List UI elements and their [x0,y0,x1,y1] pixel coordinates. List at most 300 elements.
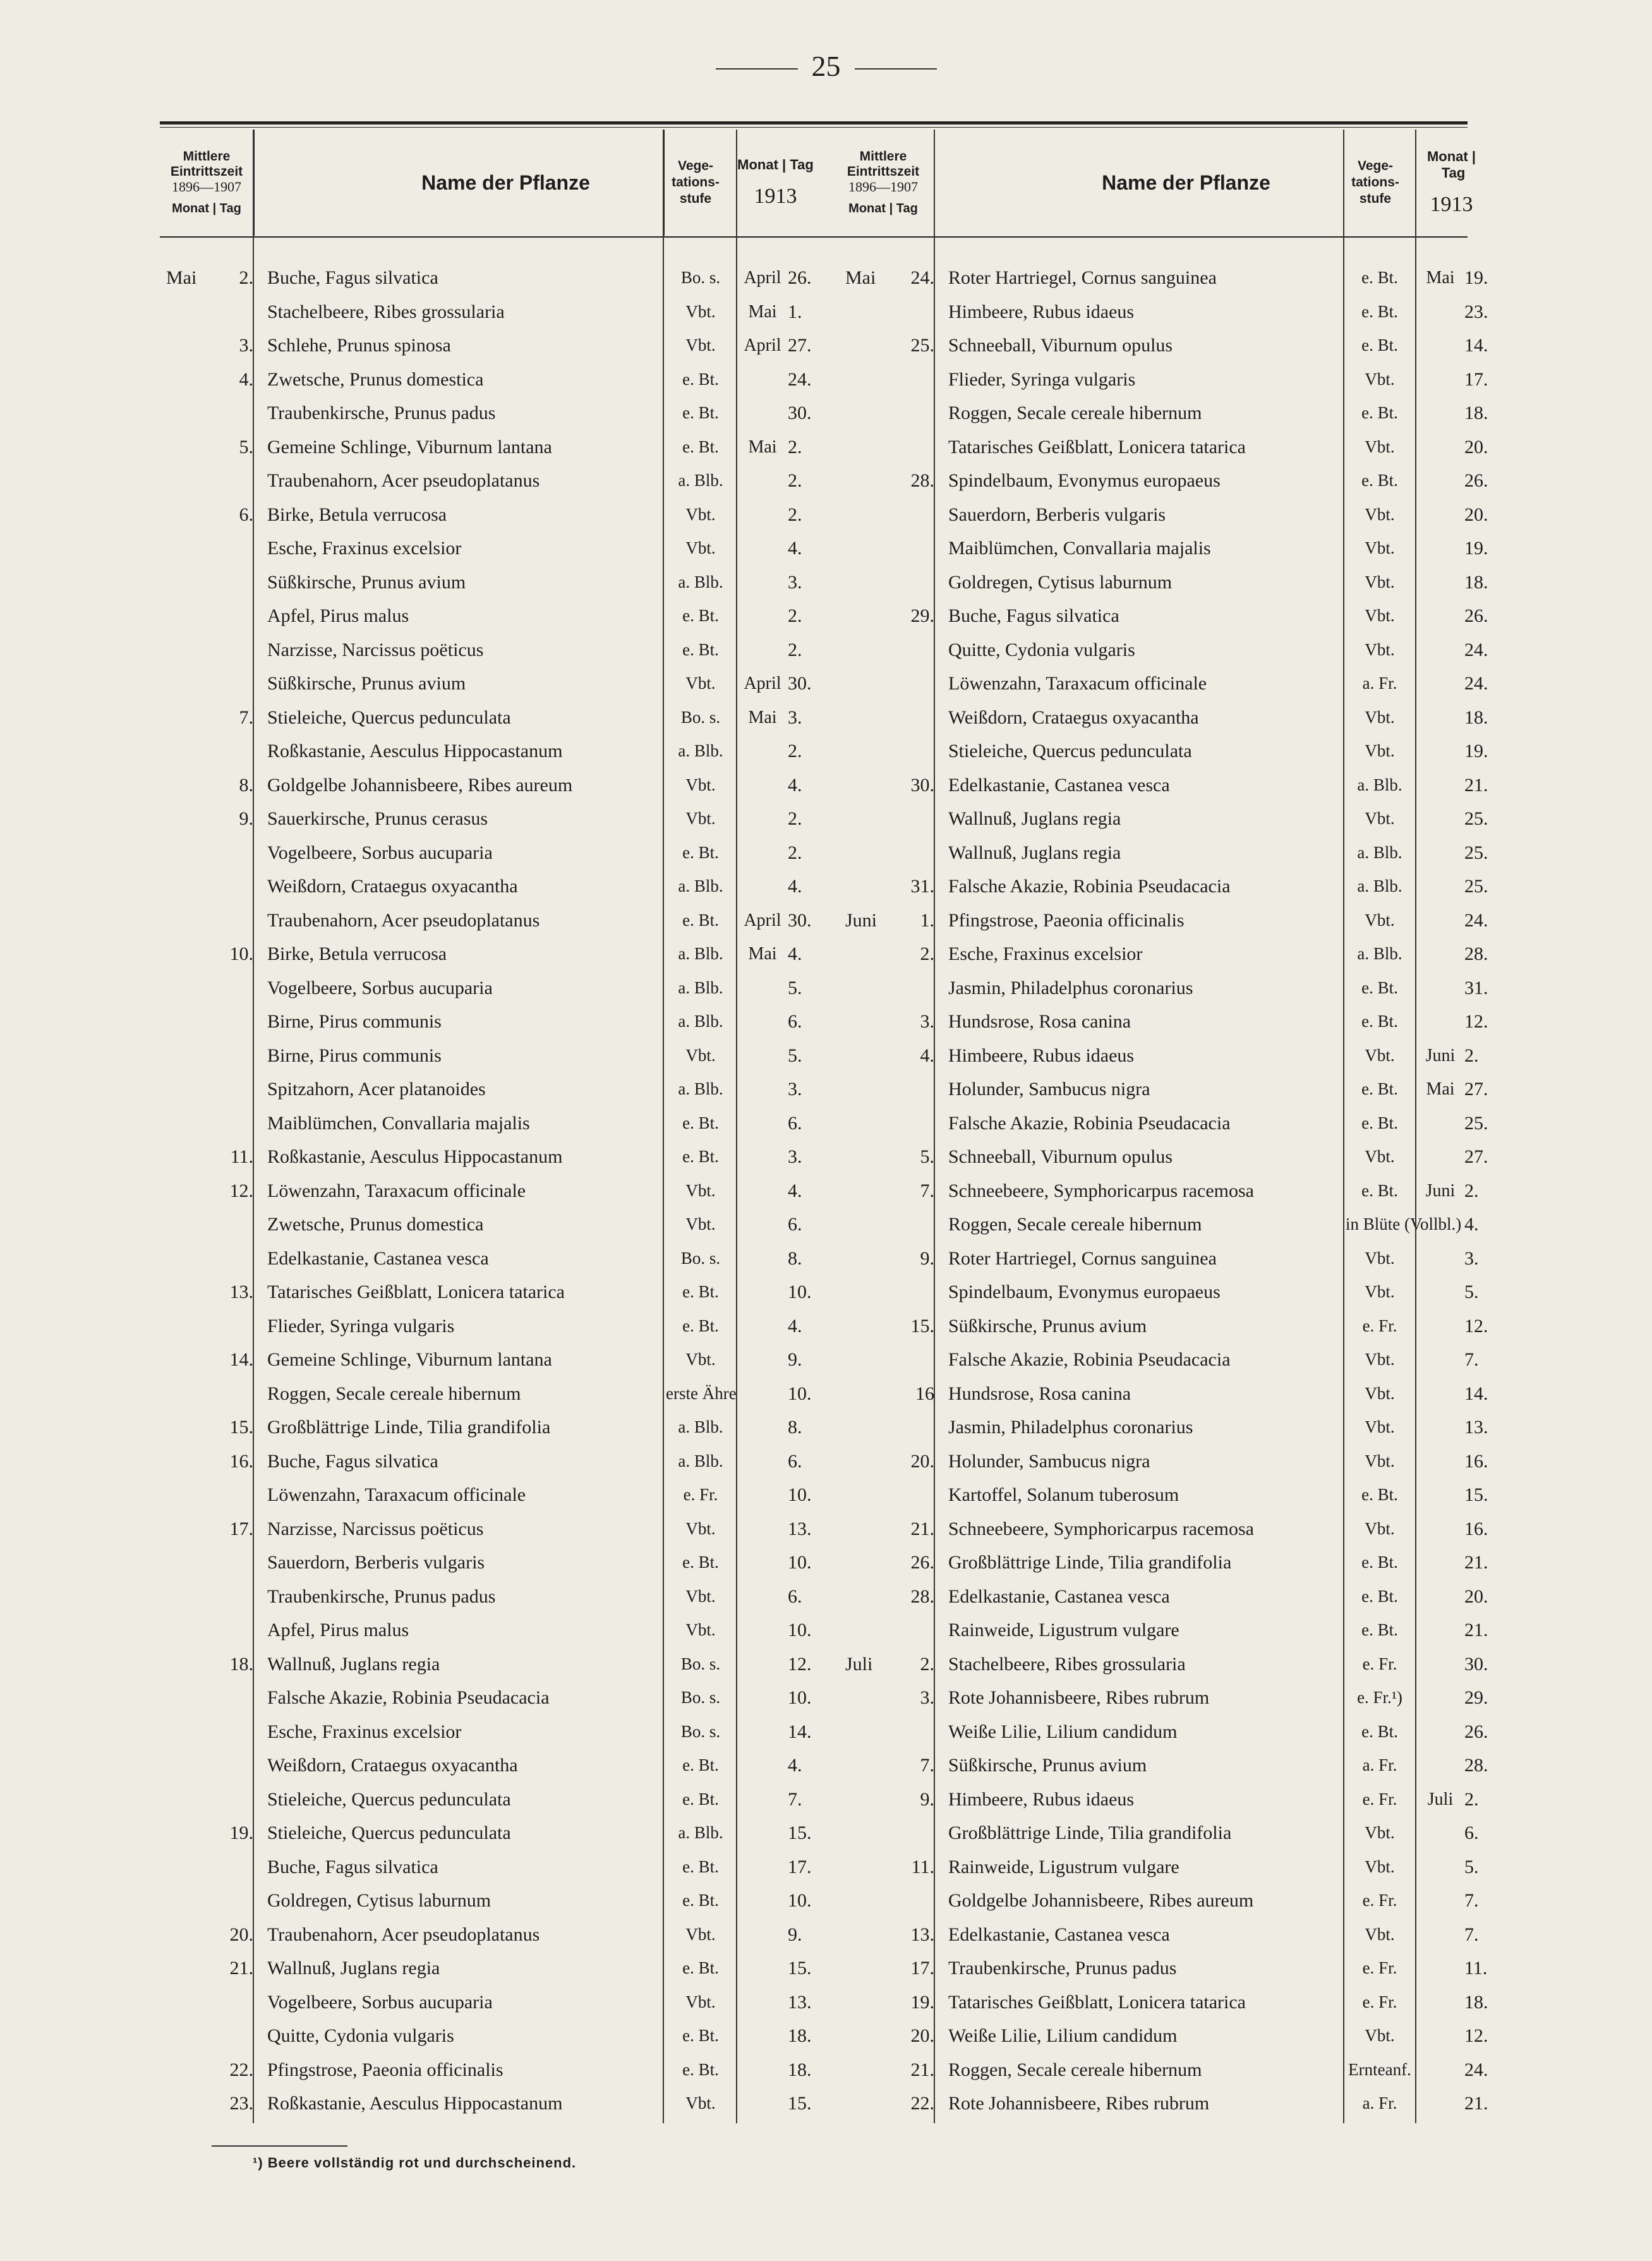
cell-avg-day: 17. [229,1518,253,1539]
cell-vegetation-stage: e. Fr.¹) [1357,1688,1402,1707]
cell-avg-month [166,1884,217,1918]
cell-avg-month [845,1715,899,1749]
cell-plant-name: Birne, Pirus communis [267,1011,442,1032]
cell-avg-day: 7. [239,706,253,728]
table-row [833,1343,1486,1377]
cell-1913-month [737,633,788,667]
cell-1913-day: 19. [1464,267,1488,288]
cell-avg-day [899,633,934,667]
cell-1913-month [1415,1580,1466,1614]
cell-vegetation-stage: e. Fr. [1362,1316,1397,1335]
cell-1913-month [737,1174,788,1208]
cell-1913-day: 30. [788,673,812,694]
cell-vegetation-stage: e. Bt. [682,1147,719,1166]
cell-avg-day [899,295,934,329]
cell-plant-name: Rote Johannisbeere, Ribes rubrum [948,1687,1210,1708]
cell-avg-day: 30. [910,774,934,796]
cell-1913-day: 2. [788,639,802,660]
cell-vegetation-stage: e. Bt. [682,1857,719,1876]
cell-avg-day: 6. [239,504,253,525]
table-row [833,1816,1486,1850]
cell-vegetation-stage: Vbt. [1365,1248,1395,1268]
cell-plant-name: Weißdorn, Crataegus oxyacantha [267,1755,518,1776]
table-row [833,295,1486,329]
table-row [833,329,1486,363]
cell-1913-day: 13. [788,1991,812,2013]
cell-1913-month [1415,566,1466,600]
cell-1913-day: 2. [788,470,802,491]
cell-vegetation-stage: Vbt. [685,1180,716,1200]
cell-avg-month [845,1072,899,1106]
cell-1913-day: 6. [788,1112,802,1134]
cell-avg-month [845,1478,899,1512]
cell-1913-day: 10. [788,1282,812,1302]
cell-avg-month [845,701,899,735]
table-row [833,1647,1486,1682]
cell-1913-day: 7. [1464,1349,1479,1370]
cell-1913-day: 18. [1464,571,1488,593]
cell-plant-name: Jasmin, Philadelphus coronarius [948,1417,1193,1438]
cell-1913-day: 27. [1464,1079,1488,1100]
cell-1913-month [737,599,788,633]
cell-avg-month [845,363,899,397]
cell-plant-name: Spindelbaum, Evonymus europaeus [948,470,1221,491]
cell-avg-day [899,1478,934,1512]
cell-1913-month [1415,1816,1466,1850]
cell-avg-day [217,295,253,329]
cell-plant-name: Weißdorn, Crataegus oxyacantha [948,706,1199,728]
table-row [160,1005,814,1039]
table-row [160,937,814,971]
cell-plant-name: Schneeball, Viburnum opulus [948,335,1173,356]
cell-1913-day: 25. [1464,1112,1488,1134]
cell-avg-month [845,1309,899,1343]
cell-1913-day: 10. [788,1383,812,1404]
cell-plant-name: Quitte, Cydonia vulgaris [948,639,1135,660]
cell-avg-day [217,870,253,904]
cell-vegetation-stage: Vbt. [1365,1518,1395,1538]
cell-vegetation-stage: a. Blb. [678,741,723,760]
page-number-text: 25 [811,50,841,82]
cell-vegetation-stage: e. Bt. [682,2026,719,2045]
cell-1913-day: 19. [1464,538,1488,559]
cell-avg-month [166,599,217,633]
cell-avg-day: 1. [920,909,934,931]
cell-avg-day [217,1850,253,1884]
cell-plant-name: Birne, Pirus communis [267,1045,442,1066]
cell-plant-name: Spitzahorn, Acer platanoides [267,1079,486,1100]
table-row [833,1005,1486,1039]
cell-1913-day: 4. [788,876,802,897]
cell-1913-month [1415,701,1466,735]
cell-1913-day: 6. [788,1450,802,1472]
cell-avg-day: 26. [910,1552,934,1573]
table-row [833,1174,1486,1208]
cell-1913-month [1415,396,1466,430]
cell-avg-day [217,1242,253,1276]
cell-vegetation-stage: e. Bt. [682,1553,719,1572]
cell-vegetation-stage: Vbt. [1365,504,1395,524]
cell-avg-month [845,1174,899,1208]
cell-1913-day: 28. [1464,1755,1488,1776]
table-row [833,734,1486,768]
cell-plant-name: Falsche Akazie, Robinia Pseudacacia [948,1349,1231,1370]
cell-avg-month [845,1140,899,1174]
cell-1913-day: 27. [1464,1146,1488,1167]
cell-avg-day: 9. [239,808,253,829]
cell-avg-month [845,1005,899,1039]
cell-avg-day: 16 [915,1383,934,1404]
cell-vegetation-stage: e. Bt. [682,1789,719,1809]
cell-avg-day [899,1208,934,1242]
cell-avg-month [845,566,899,600]
cell-plant-name: Rote Johannisbeere, Ribes rubrum [948,2093,1210,2114]
cell-avg-month [166,2053,217,2087]
cell-vegetation-stage: a. Fr. [1362,2094,1397,2112]
cell-avg-month [166,1343,217,1377]
cell-1913-month [1415,295,1466,329]
header-tag: Tag [896,202,918,215]
cell-avg-day [217,599,253,633]
cell-vegetation-stage: Bo. s. [680,1721,721,1741]
table-row [160,396,814,430]
cell-1913-day: 21. [1464,1552,1488,1573]
cell-avg-day: 3. [239,335,253,356]
column-divider [663,130,664,2123]
cell-vegetation-stage: e. Fr. [1362,1891,1397,1910]
header-eintrittszeit-label: Eintrittszeit [847,164,920,179]
cell-avg-day: 4. [239,368,253,390]
cell-plant-name: Hundsrose, Rosa canina [948,1011,1131,1032]
cell-avg-month [845,396,899,430]
cell-1913-month [1415,531,1466,566]
cell-vegetation-stage: e. Bt. [682,910,719,930]
cell-1913-day: 2. [788,741,802,761]
cell-plant-name: Stieleiche, Quercus pedunculata [948,741,1192,761]
table-row [160,1985,814,2020]
cell-avg-day [217,633,253,667]
table-row [833,802,1486,836]
cell-avg-day [899,1715,934,1749]
cell-1913-day: 2. [788,842,802,863]
cell-plant-name: Goldregen, Cytisus laburnum [948,571,1173,593]
cell-avg-month [845,667,899,701]
cell-avg-day: 9. [920,1788,934,1810]
cell-avg-month [166,1072,217,1106]
cell-1913-day: 24. [788,368,812,390]
cell-vegetation-stage: Vbt. [685,1045,716,1065]
cell-vegetation-stage: Vbt. [1365,707,1395,727]
cell-avg-day [899,802,934,836]
cell-plant-name: Wallnuß, Juglans regia [948,808,1121,829]
cell-1913-day: 7. [1464,1890,1479,1911]
table-row [833,2053,1486,2087]
cell-avg-month: Mai [166,267,197,288]
cell-plant-name: Narzisse, Narcissus poëticus [267,639,484,660]
cell-avg-month [845,2053,899,2087]
cell-avg-day: 17. [910,1958,934,1979]
cell-1913-month [737,1884,788,1918]
cell-vegetation-stage: Vbt. [685,336,716,355]
cell-avg-day [217,1681,253,1715]
cell-1913-month [737,498,788,532]
cell-plant-name: Roter Hartriegel, Cornus sanguinea [948,1247,1217,1269]
table-row [160,430,814,464]
table-row [160,1715,814,1749]
cell-plant-name: Wallnuß, Juglans regia [267,1653,440,1675]
cell-plant-name: Falsche Akazie, Robinia Pseudacacia [948,876,1231,897]
header-1913-monat: Monat [1426,149,1468,164]
table-row [160,329,814,363]
cell-plant-name: Holunder, Sambucus nigra [948,1450,1150,1472]
cell-vegetation-stage: Vbt. [685,809,716,828]
header-veg-line1: Vege- [677,159,713,173]
cell-1913-month [737,1918,788,1952]
cell-plant-name: Vogelbeere, Sorbus aucuparia [267,1991,493,2013]
cell-plant-name: Traubenkirsche, Prunus padus [267,1585,496,1607]
header-mittlere-label: Mittlere [859,149,907,164]
cell-avg-day [217,396,253,430]
cell-1913-month [737,802,788,836]
cell-1913-month [737,2087,788,2121]
cell-1913-day: 19. [1464,741,1488,761]
cell-vegetation-stage: e. Bt. [1361,1079,1398,1098]
cell-vegetation-stage: Vbt. [1365,369,1395,389]
cell-vegetation-stage: Vbt. [1365,1823,1395,1842]
cell-plant-name: Apfel, Pirus malus [267,1620,409,1640]
table-row [160,498,814,532]
cell-avg-day [899,363,934,397]
cell-1913-month: Mai [1426,1079,1455,1099]
cell-1913-day: 7. [1464,1924,1479,1945]
cell-avg-day [217,1749,253,1783]
cell-vegetation-stage: e. Bt. [1361,1113,1398,1132]
table-row [833,1850,1486,1884]
cell-1913-month [737,1613,788,1647]
cell-avg-month [166,2019,217,2053]
cell-1913-month [1415,1140,1466,1174]
cell-avg-day [217,1580,253,1614]
cell-avg-day [899,1816,934,1850]
cell-vegetation-stage: a. Blb. [678,1451,723,1470]
table-row [833,1951,1486,1985]
cell-vegetation-stage: Vbt. [1365,1147,1395,1166]
cell-avg-month [845,295,899,329]
cell-avg-day: 3. [920,1011,934,1032]
cell-1913-day: 13. [1464,1417,1488,1438]
cell-vegetation-stage: e. Bt. [1361,268,1398,287]
cell-avg-month [166,802,217,836]
cell-1913-month [1415,363,1466,397]
column-divider [253,130,254,2123]
cell-avg-month [166,1242,217,1276]
cell-avg-month [166,870,217,904]
cell-avg-day: 24. [910,267,934,288]
cell-avg-day: 21. [910,2059,934,2080]
cell-vegetation-stage: Vbt. [685,1620,716,1639]
cell-vegetation-stage: a. Fr. [1362,1755,1397,1774]
cell-avg-month [845,1343,899,1377]
table-row [160,971,814,1005]
cell-avg-month [845,1512,899,1546]
cell-avg-month [845,1613,899,1647]
cell-avg-month [166,768,217,803]
cell-1913-month [737,1072,788,1106]
cell-avg-day [899,836,934,870]
cell-avg-day [217,1309,253,1343]
table-row [160,836,814,870]
cell-avg-month [166,464,217,498]
cell-1913-month: Mai [748,301,777,322]
cell-1913-month [1415,2053,1466,2087]
cell-avg-month [845,1918,899,1952]
table-row [833,1884,1486,1918]
cell-avg-day: 2. [239,267,253,288]
cell-avg-day [217,566,253,600]
cell-avg-month [166,1546,217,1580]
cell-avg-month [845,1816,899,1850]
cell-1913-month [1415,2019,1466,2053]
table-row [160,2087,814,2121]
cell-1913-day: 10. [788,1620,812,1640]
table-row [160,1275,814,1309]
cell-1913-day: 26. [1464,1721,1488,1742]
cell-avg-month [166,836,217,870]
cell-plant-name: Esche, Fraxinus excelsior [267,1721,462,1742]
cell-avg-day: 14. [229,1349,253,1370]
cell-avg-month [845,1208,899,1242]
table-row [833,1512,1486,1546]
cell-avg-month [845,1410,899,1445]
cell-1913-day: 11. [1464,1958,1488,1979]
cell-vegetation-stage: e. Bt. [682,640,719,659]
table-row [833,2087,1486,2121]
cell-1913-day: 17. [1464,368,1488,390]
cell-vegetation-stage: a. Blb. [678,944,723,963]
cell-1913-month [1415,904,1466,938]
cell-avg-month [845,1242,899,1276]
cell-plant-name: Buche, Fagus silvatica [267,267,438,288]
table-row [160,1410,814,1445]
table-row [833,599,1486,633]
cell-plant-name: Gemeine Schlinge, Viburnum lantana [267,436,552,458]
cell-1913-day: 26. [1464,470,1488,491]
cell-1913-month [1415,1749,1466,1783]
footnote-rule [212,2145,347,2147]
cell-1913-day: 2. [1464,1045,1479,1066]
cell-vegetation-stage: e. Fr. [1362,1992,1397,2011]
cell-plant-name: Süßkirsche, Prunus avium [267,673,466,694]
cell-1913-day: 23. [1464,301,1488,322]
cell-plant-name: Apfel, Pirus malus [267,605,409,626]
cell-plant-name: Löwenzahn, Taraxacum officinale [948,673,1207,694]
table-row [160,1512,814,1546]
table-row [160,1580,814,1614]
cell-avg-day [899,1613,934,1647]
cell-plant-name: Buche, Fagus silvatica [267,1450,438,1472]
cell-plant-name: Tatarisches Geißblatt, Lonicera tatarica [948,436,1246,458]
cell-1913-day: 24. [1464,639,1488,660]
cell-1913-month: Juni [1425,1045,1456,1065]
cell-1913-month [737,1715,788,1749]
cell-vegetation-stage: e. Bt. [1361,1553,1398,1572]
cell-avg-month [845,768,899,803]
table-row [160,464,814,498]
table-row [833,1140,1486,1174]
cell-plant-name: Sauerdorn, Berberis vulgaris [267,1552,485,1573]
cell-1913-day: 18. [1464,1991,1488,2013]
cell-1913-month [737,531,788,566]
cell-avg-month [166,633,217,667]
cell-avg-month [166,295,217,329]
header-1913-monat: Monat [737,157,778,173]
cell-plant-name: Roßkastanie, Aesculus Hippocastanum [267,2093,563,2114]
header-years: 1896—1907 [172,179,241,195]
cell-1913-day: 26. [788,267,812,288]
page-number-dash-left [716,68,798,70]
cell-plant-name: Großblättrige Linde, Tilia grandifolia [267,1417,551,1438]
cell-1913-day: 4. [788,774,802,796]
cell-avg-day [217,734,253,768]
cell-plant-name: Holunder, Sambucus nigra [948,1079,1150,1100]
cell-1913-month [1415,870,1466,904]
cell-1913-day: 5. [1464,1856,1479,1877]
cell-plant-name: Roter Hartriegel, Cornus sanguinea [948,267,1217,288]
cell-avg-day [899,1884,934,1918]
cell-plant-name: Himbeere, Rubus idaeus [948,1045,1135,1066]
cell-avg-day: 19. [910,1991,934,2013]
cell-1913-month [1415,1951,1466,1985]
cell-1913-day: 4. [788,1755,802,1776]
cell-1913-day: 29. [1464,1687,1488,1708]
cell-avg-month [166,904,217,938]
cell-vegetation-stage: Bo. s. [680,1248,721,1268]
cell-plant-name: Traubenkirsche, Prunus padus [267,403,496,423]
cell-1913-month [1415,1715,1466,1749]
cell-vegetation-stage: a. Blb. [1357,775,1402,794]
cell-plant-name: Buche, Fagus silvatica [267,1856,438,1877]
cell-avg-day [899,498,934,532]
cell-1913-month [737,1951,788,1985]
cell-vegetation-stage: erste Ähre [666,1383,737,1403]
cell-vegetation-stage: e. Bt. [1361,1012,1398,1031]
cell-vegetation-stage: Vbt. [1365,809,1395,828]
cell-1913-month [1415,1613,1466,1647]
cell-1913-day: 2. [1464,1788,1479,1810]
cell-1913-month [1415,1478,1466,1512]
cell-avg-month [845,1884,899,1918]
cell-avg-day: 12. [229,1180,253,1201]
column-divider [934,130,935,2123]
cell-plant-name: Rainweide, Ligustrum vulgare [948,1856,1179,1877]
cell-avg-month [845,971,899,1005]
table-row [160,1647,814,1682]
cell-plant-name: Traubenahorn, Acer pseudoplatanus [267,1924,540,1945]
table-row [160,1242,814,1276]
cell-avg-day [899,430,934,464]
cell-avg-month [166,701,217,735]
cell-vegetation-stage: a. Fr. [1362,674,1397,693]
cell-plant-name: Edelkastanie, Castanea vesca [948,774,1170,796]
cell-1913-day: 3. [788,1146,802,1167]
cell-1913-day: 15. [788,1822,812,1843]
cell-1913-month: Mai [748,437,777,457]
cell-avg-month [845,1951,899,1985]
cell-vegetation-stage: e. Bt. [1361,1180,1398,1200]
cell-avg-day: 2. [920,943,934,964]
cell-vegetation-stage: e. Bt. [682,437,719,456]
cell-vegetation-stage: Ernteanf. [1348,2059,1411,2079]
